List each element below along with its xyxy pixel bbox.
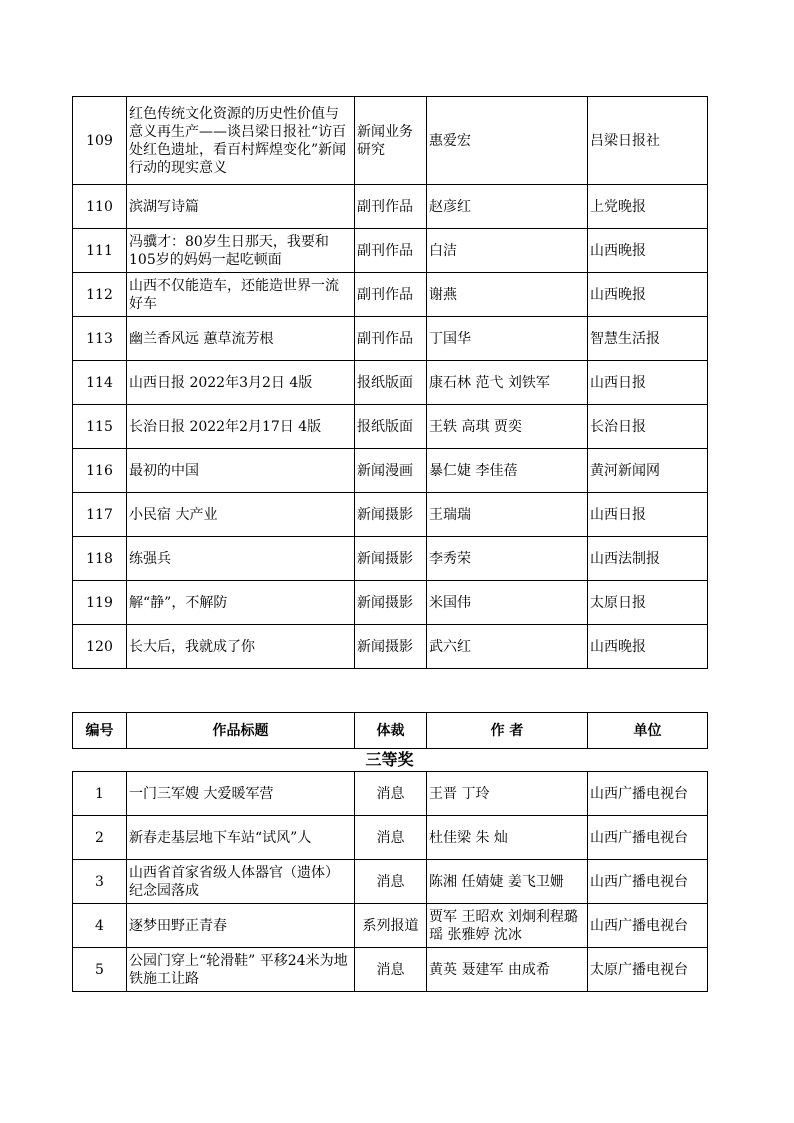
entry-author: 王轶 高琪 贾奕 — [427, 405, 588, 449]
table-row — [73, 493, 708, 537]
entry-title: 逐梦田野正青春 — [127, 904, 355, 948]
entry-unit: 山西晚报 — [588, 229, 708, 273]
table-row — [73, 361, 708, 405]
entry-number: 118 — [73, 537, 127, 581]
table-row — [73, 625, 708, 669]
entry-genre: 系列报道 — [355, 904, 427, 948]
table-row — [73, 860, 708, 904]
entry-genre: 副刊作品 — [355, 273, 427, 317]
entry-unit: 太原日报 — [588, 581, 708, 625]
entry-title: 一门三军嫂 大爱暖军营 — [127, 772, 355, 816]
entry-number: 5 — [73, 948, 127, 992]
entry-author: 李秀荣 — [427, 537, 588, 581]
entry-title: 新春走基层地下车站“试风”人 — [127, 816, 355, 860]
entry-genre: 消息 — [355, 860, 427, 904]
header-genre: 体裁 — [355, 713, 427, 749]
entry-genre: 新闻摄影 — [355, 581, 427, 625]
entry-unit: 山西法制报 — [588, 537, 708, 581]
entry-unit: 山西晚报 — [588, 273, 708, 317]
entry-genre: 新闻漫画 — [355, 449, 427, 493]
table-row — [73, 581, 708, 625]
entry-unit: 山西广播电视台 — [588, 772, 708, 816]
entry-unit: 智慧生活报 — [588, 317, 708, 361]
entry-author: 贾军 王昭欢 刘炯利程璐瑶 张雅婷 沈冰 — [427, 904, 588, 948]
entry-author: 王瑞瑞 — [427, 493, 588, 537]
table-row — [73, 185, 708, 229]
entry-unit: 山西广播电视台 — [588, 904, 708, 948]
entry-number: 116 — [73, 449, 127, 493]
entry-author: 武六红 — [427, 625, 588, 669]
entry-number: 113 — [73, 317, 127, 361]
entry-genre: 新闻业务研究 — [355, 97, 427, 185]
table-row — [73, 537, 708, 581]
entry-number: 110 — [73, 185, 127, 229]
entry-genre: 消息 — [355, 948, 427, 992]
header-author: 作 者 — [427, 713, 588, 749]
entry-unit: 上党晚报 — [588, 185, 708, 229]
table-row — [73, 904, 708, 948]
entry-title: 长治日报 2022年2月17日 4版 — [127, 405, 355, 449]
entry-genre: 副刊作品 — [355, 317, 427, 361]
award-table-continued — [72, 96, 708, 669]
entry-genre: 副刊作品 — [355, 185, 427, 229]
entry-title: 山西不仅能造车，还能造世界一流好车 — [127, 273, 355, 317]
entry-title: 最初的中国 — [127, 449, 355, 493]
entry-number: 114 — [73, 361, 127, 405]
entry-title: 山西省首家省级人体器官（遗体）纪念园落成 — [127, 860, 355, 904]
table-row — [73, 405, 708, 449]
entry-unit: 山西日报 — [588, 493, 708, 537]
table-row — [73, 97, 708, 185]
entry-genre: 新闻摄影 — [355, 625, 427, 669]
entry-author: 暴仁婕 李佳蓓 — [427, 449, 588, 493]
entry-unit: 山西日报 — [588, 361, 708, 405]
entry-genre: 新闻摄影 — [355, 537, 427, 581]
award-table-body — [73, 97, 708, 669]
header-number: 编号 — [73, 713, 127, 749]
entry-title: 练强兵 — [127, 537, 355, 581]
table-row — [73, 772, 708, 816]
entry-author: 黄英 聂建军 由成希 — [427, 948, 588, 992]
entry-genre: 副刊作品 — [355, 229, 427, 273]
entry-number: 119 — [73, 581, 127, 625]
entry-author: 康石林 范弋 刘铁军 — [427, 361, 588, 405]
table-row — [73, 948, 708, 992]
entry-unit: 太原广播电视台 — [588, 948, 708, 992]
entry-author: 赵彦红 — [427, 185, 588, 229]
table-row — [73, 449, 708, 493]
entry-number: 2 — [73, 816, 127, 860]
entry-number: 120 — [73, 625, 127, 669]
entry-title: 红色传统文化资源的历史性价值与意义再生产——谈吕梁日报社“访百处红色遗址，看百村辉煌变化”新闻行动的现实意义 — [127, 97, 355, 185]
entry-unit: 山西广播电视台 — [588, 816, 708, 860]
entry-number: 109 — [73, 97, 127, 185]
column-header-table — [72, 712, 708, 749]
table-row — [73, 816, 708, 860]
table-row — [73, 273, 708, 317]
entry-genre: 报纸版面 — [355, 361, 427, 405]
entry-genre: 消息 — [355, 772, 427, 816]
entry-unit: 山西晚报 — [588, 625, 708, 669]
entry-author: 惠爱宏 — [427, 97, 588, 185]
entry-number: 1 — [73, 772, 127, 816]
table-row — [73, 317, 708, 361]
table-row — [73, 229, 708, 273]
entry-author: 陈湘 任婧婕 姜飞卫姗 — [427, 860, 588, 904]
header-unit: 单位 — [588, 713, 708, 749]
entry-title: 滨湖写诗篇 — [127, 185, 355, 229]
entry-genre: 报纸版面 — [355, 405, 427, 449]
entry-title: 冯骥才：80岁生日那天，我要和105岁的妈妈一起吃顿面 — [127, 229, 355, 273]
entry-number: 117 — [73, 493, 127, 537]
entry-unit: 长治日报 — [588, 405, 708, 449]
header-row — [73, 713, 708, 749]
third-prize-body — [73, 772, 708, 992]
entry-title: 长大后，我就成了你 — [127, 625, 355, 669]
entry-number: 112 — [73, 273, 127, 317]
entry-title: 公园门穿上“轮滑鞋” 平移24米为地铁施工让路 — [127, 948, 355, 992]
entry-author: 白洁 — [427, 229, 588, 273]
entry-number: 115 — [73, 405, 127, 449]
header-title: 作品标题 — [127, 713, 355, 749]
entry-genre: 消息 — [355, 816, 427, 860]
entry-title: 小民宿 大产业 — [127, 493, 355, 537]
third-prize-table — [72, 771, 708, 992]
entry-genre: 新闻摄影 — [355, 493, 427, 537]
entry-unit: 山西广播电视台 — [588, 860, 708, 904]
section-title-third-prize: 三等奖 — [365, 750, 414, 769]
entry-number: 3 — [73, 860, 127, 904]
entry-unit: 黄河新闻网 — [588, 449, 708, 493]
entry-title: 幽兰香风远 蕙草流芳根 — [127, 317, 355, 361]
entry-unit: 吕梁日报社 — [588, 97, 708, 185]
entry-title: 山西日报 2022年3月2日 4版 — [127, 361, 355, 405]
entry-author: 米国伟 — [427, 581, 588, 625]
entry-number: 4 — [73, 904, 127, 948]
entry-author: 王晋 丁玲 — [427, 772, 588, 816]
entry-author: 丁国华 — [427, 317, 588, 361]
entry-number: 111 — [73, 229, 127, 273]
entry-title: 解“静”，不解防 — [127, 581, 355, 625]
entry-author: 杜佳梁 朱 灿 — [427, 816, 588, 860]
entry-author: 谢燕 — [427, 273, 588, 317]
